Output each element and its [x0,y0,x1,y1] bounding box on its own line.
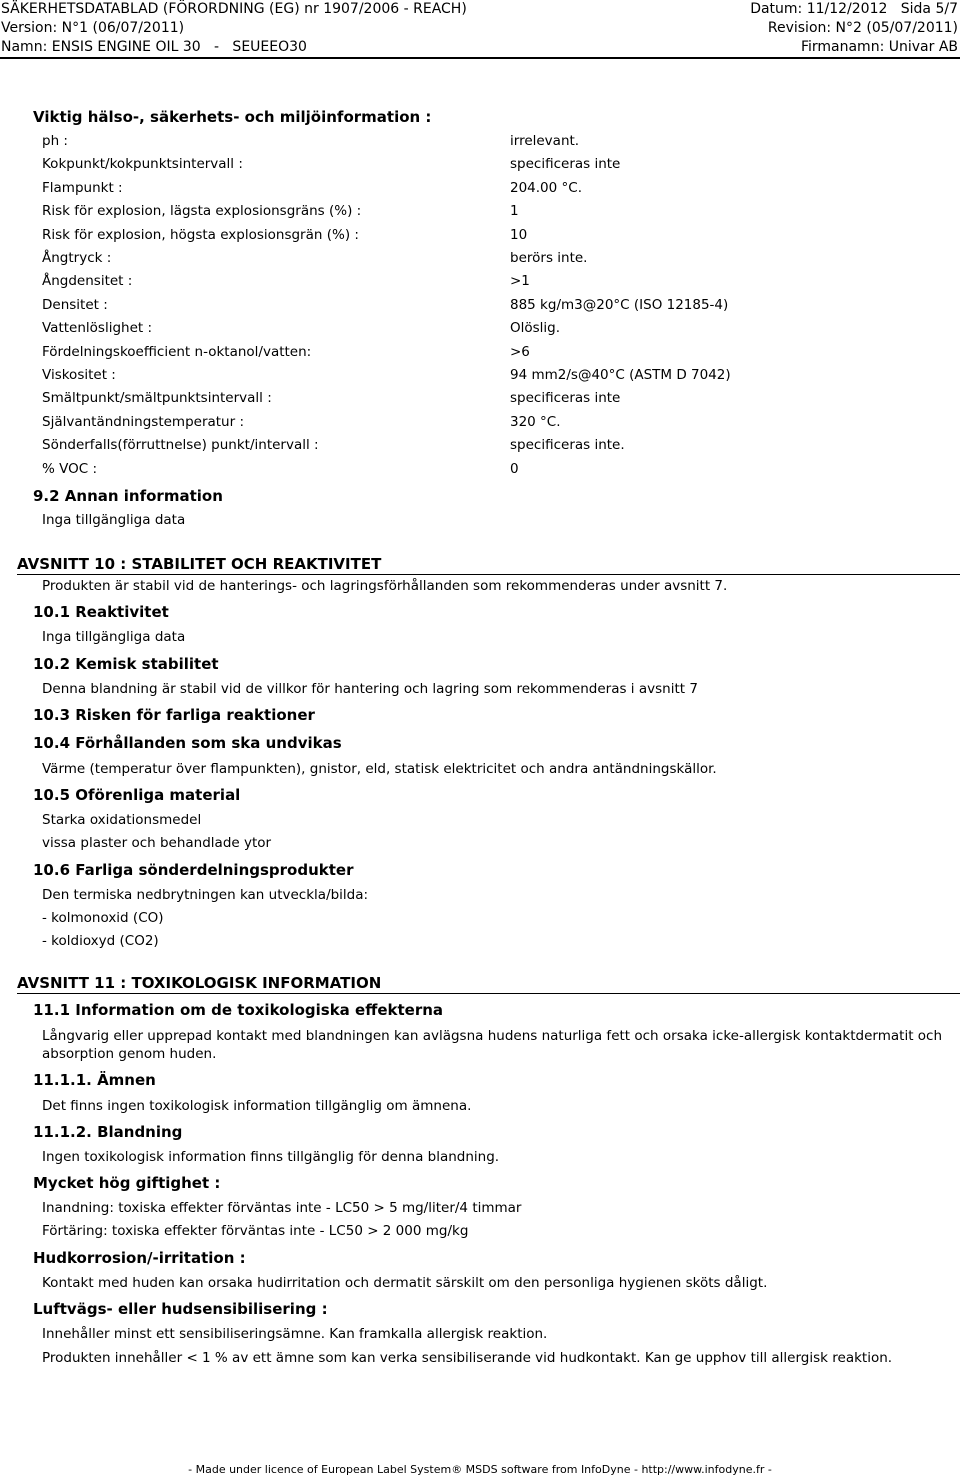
sensitisation-heading: Luftvägs- eller hudsensibilisering : [33,1300,328,1318]
section-11-title: AVSNITT 11 : TOXIKOLOGISK INFORMATION [17,973,960,994]
section-10-3-heading: 10.3 Risken för farliga reaktioner [33,706,315,724]
section-10-5-line-1: Starka oxidationsmedel [42,812,202,828]
section-11-1-1-text: Det finns ingen toxikologisk information tillgänglig om ämnena. [42,1098,472,1114]
section-10-5-line-2: vissa plaster och behandlade ytor [42,835,272,851]
section-10-5-heading: 10.5 Oförenliga material [33,786,241,804]
header-version: Version: N°1 (06/07/2011) [1,20,185,36]
document-title: SÄKERHETSDATABLAD (FÖRORDNING (EG) nr 1907/2006 - REACH) [1,1,467,17]
header-page-number: Sida 5/7 [900,1,958,17]
property-label: Ångtryck : [42,250,112,266]
property-label: Smältpunkt/smältpunktsintervall : [42,390,272,406]
section-11-1-2-heading: 11.1.2. Blandning [33,1123,183,1141]
section-10-6-heading: 10.6 Farliga sönderdelningsprodukter [33,861,354,879]
property-label: Flampunkt : [42,180,123,196]
property-label: Risk för explosion, högsta explosionsgrän (%) : [42,227,359,243]
health-info-heading: Viktig hälso-, säkerhets- och miljöinformation : [33,108,432,126]
section-10-2-heading: 10.2 Kemisk stabilitet [33,655,219,673]
section-10-title: AVSNITT 10 : STABILITET OCH REAKTIVITET [17,554,960,575]
section-10-6-line-1: Den termiska nedbrytningen kan utveckla/bilda: [42,887,369,903]
section-10-6-line-2: - kolmonoxid (CO) [42,910,164,926]
skin-corrosion-text: Kontakt med huden kan orsaka hudirritation och dermatit särskilt om den personliga hygienen sköts dåligt. [42,1275,768,1291]
property-label: Viskositet : [42,367,116,383]
section-11-1-heading: 11.1 Information om de toxikologiska effekterna [33,1001,444,1019]
section-10-6-line-3: - koldioxyd (CO2) [42,933,159,949]
header-row-2 [0,19,960,38]
property-label: Ångdensitet : [42,273,133,289]
section-10-1-heading: 10.1 Reaktivitet [33,603,169,621]
header-date-page [750,0,958,19]
property-label: Densitet : [42,297,108,313]
property-value: irrelevant. [510,133,580,149]
property-value: 204.00 °C. [510,180,582,196]
property-label: % VOC : [42,461,98,477]
section-10-1-text: Inga tillgängliga data [42,629,186,645]
header-product-name: Namn: ENSIS ENGINE OIL 30 - SEUEEO30 [1,39,307,55]
property-value: specificeras inte [510,390,621,406]
property-label: Kokpunkt/kokpunktsintervall : [42,156,243,172]
section-10-intro: Produkten är stabil vid de hanterings- och lagringsförhållanden som rekommenderas under avsnitt 7. [42,578,728,594]
header-row-1 [0,0,960,19]
property-value: >6 [510,344,530,360]
header-company: Firmanamn: Univar AB [800,39,958,55]
property-value: specificeras inte [510,156,621,172]
property-value: Olöslig. [510,320,561,336]
property-value: 0 [510,461,519,477]
header-divider [0,57,960,59]
property-label: Vattenlöslighet : [42,320,153,336]
property-value: 10 [510,227,528,243]
property-label: Fördelningskoefficient n-oktanol/vatten: [42,344,312,360]
property-label: ph : [42,133,68,149]
header-revision: Revision: N°2 (05/07/2011) [767,20,958,36]
property-label: Risk för explosion, lägsta explosionsgräns (%) : [42,203,362,219]
property-value: 94 mm2/s@40°C (ASTM D 7042) [510,367,731,383]
property-value: >1 [510,273,530,289]
header-date: Datum: 11/12/2012 [750,1,888,17]
sensitisation-line-2: Produkten innehåller < 1 % av ett ämne som kan verka sensibiliserande vid hudkontakt. Kan ge upphov till allergisk reaktion. [42,1350,893,1366]
property-label: Självantändningstemperatur : [42,414,245,430]
footer-licence: - Made under licence of European Label System® MSDS software from InfoDyne - http://www.infodyne.fr - [188,1463,772,1476]
sensitisation-line-1: Innehåller minst ett sensibiliseringsämne. Kan framkalla allergisk reaktion. [42,1326,548,1342]
property-value: berörs inte. [510,250,588,266]
property-value: specificeras inte. [510,437,625,453]
header-row-3 [0,38,960,57]
property-value: 885 kg/m3@20°C (ISO 12185-4) [510,297,729,313]
property-value: 320 °C. [510,414,561,430]
toxicity-line-1: Inandning: toxiska effekter förväntas inte - LC50 > 5 mg/liter/4 timmar [42,1200,522,1216]
section-11-1-1-heading: 11.1.1. Ämnen [33,1071,156,1089]
property-label: Sönderfalls(förruttnelse) punkt/intervall : [42,437,319,453]
toxicity-heading: Mycket hög giftighet : [33,1174,221,1192]
section-10-2-text: Denna blandning är stabil vid de villkor för hantering och lagring som rekommenderas i avsnitt 7 [42,681,698,697]
section-9-2-text: Inga tillgängliga data [42,512,186,528]
section-11-1-2-text: Ingen toxikologisk information finns tillgänglig för denna blandning. [42,1149,500,1165]
section-10-4-heading: 10.4 Förhållanden som ska undvikas [33,734,342,752]
section-9-2-heading: 9.2 Annan information [33,487,223,505]
skin-corrosion-heading: Hudkorrosion/-irritation : [33,1249,246,1267]
section-10-4-text: Värme (temperatur över flampunkten), gnistor, eld, statisk elektricitet och andra antändningskällor. [42,761,717,777]
property-value: 1 [510,203,519,219]
toxicity-line-2: Förtäring: toxiska effekter förväntas inte - LC50 > 2 000 mg/kg [42,1223,469,1239]
section-11-1-text: Långvarig eller upprepad kontakt med blandningen kan avlägsna hudens naturliga fett och orsaka icke-allergisk kontaktdermatit och absorption genom huden. [42,1028,943,1062]
